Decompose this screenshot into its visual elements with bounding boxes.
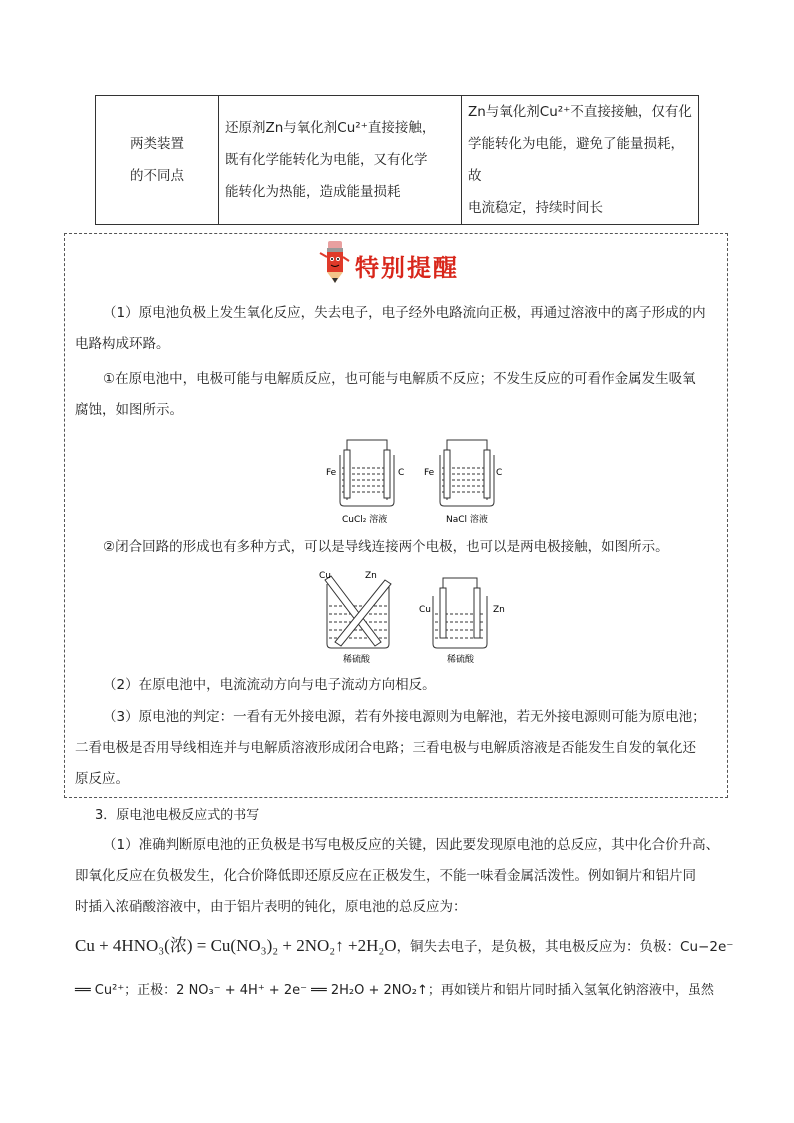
text-line: （1）准确判断原电池的正负极是书写电极反应的关键，因此要发现原电池的总反应，其中化合价升高、	[103, 837, 720, 853]
cell-line: Zn与氧化剂Cu²⁺不直接接触，仅有化	[468, 104, 692, 120]
fig2-left-solution: 稀硫酸	[343, 655, 371, 665]
cell-crossed-electrodes	[325, 576, 391, 648]
row-label-line: 两类装置	[130, 136, 184, 152]
comparison-table	[95, 95, 699, 225]
figure-cu-zn-cells	[315, 566, 515, 666]
reminder-paragraph-4	[75, 670, 720, 701]
fig2-right-electrode-right: Zn	[493, 605, 505, 615]
text-line: （3）原电池的判定：一看有无外接电源，若有外接电源则为电解池，若无外接电源则可能为原电池；	[103, 709, 706, 725]
cell-line: 既有化学能转化为电能，又有化学	[225, 152, 428, 168]
equation-line	[75, 930, 734, 963]
fig2-left-electrode-left: Cu	[319, 571, 331, 581]
total-reaction-equation: Cu + 4HNO₃(浓) = Cu(NO₃)₂ + 2NO₂↑ +2H₂O	[75, 936, 397, 955]
reminder-paragraph-2	[75, 364, 720, 426]
fig1-left-solution: CuCl₂ 溶液	[342, 515, 388, 525]
fig1-left-electrode-right: C	[398, 468, 405, 478]
text-line: ②闭合回路的形成也有多种方式，可以是导线连接两个电极，也可以是两电极接触，如图所示。	[103, 539, 669, 555]
reminder-paragraph-5	[75, 702, 720, 795]
text-line: 时插入浓硝酸溶液中，由于铝片表明的钝化，原电池的总反应为：	[75, 899, 467, 915]
cell-wired-electrodes	[433, 578, 487, 648]
text-line: （1）原电池负极上发生氧化反应，失去电子，电子经外电路流向正极，再通过溶液中的离子形成的内	[103, 305, 706, 321]
row-label-cell	[96, 96, 219, 225]
text-line: （2）在原电池中，电流流动方向与电子流动方向相反。	[103, 677, 436, 693]
reminder-paragraph-3	[75, 532, 720, 563]
section-paragraph-1	[75, 830, 720, 923]
heading-text: 3．原电池电极反应式的书写	[95, 808, 260, 823]
cell-line: 电流稳定，持续时间长	[468, 200, 603, 216]
text-line: 即氧化反应在负极发生，化合价降低即还原反应在正极发生，不能一味看金属活泼性。例如铜片和铝片同	[75, 868, 696, 884]
table-row	[96, 96, 699, 225]
reminder-title: 特别提醒	[355, 253, 459, 282]
text-line: 电路构成环路。	[75, 336, 170, 352]
text-line: 腐蚀，如图所示。	[75, 402, 183, 418]
equation-tail: ，铜失去电子，是负极，其电极反应为：负极：Cu−2e⁻	[396, 939, 734, 955]
cell-nacl	[440, 440, 494, 506]
text-line: ①在原电池中，电极可能与电解质反应，也可能与电解质不反应；不发生反应的可看作金属发生吸氧	[103, 371, 696, 387]
text-line: 二看电极是否用导线相连并与电解质溶液形成闭合电路；三看电极与电解质溶液是否能发生自发的氧化还	[75, 740, 696, 756]
fig2-left-electrode-right: Zn	[365, 571, 377, 581]
reminder-paragraph-1	[75, 298, 720, 360]
text-line: ══ Cu²⁺；正极：2 NO₃⁻ + 4H⁺ + 2e⁻ ══ 2H₂O + 2NO₂↑；再如镁片和铝片同时插入氢氧化钠溶液中，虽然	[75, 983, 714, 998]
pencil-mascot-icon	[318, 239, 350, 285]
col2-cell	[219, 96, 462, 225]
figure-fe-c-cells	[320, 430, 503, 528]
fig1-left-electrode-left: Fe	[326, 468, 337, 478]
text-line: 原反应。	[75, 771, 129, 787]
section-heading	[75, 800, 720, 831]
electrode-reaction-line	[75, 975, 720, 1006]
col3-cell	[462, 96, 699, 225]
fig1-right-electrode-right: C	[496, 468, 503, 478]
cell-line: 还原剂Zn与氧化剂Cu²⁺直接接触，	[225, 120, 436, 136]
fig2-right-solution: 稀硫酸	[447, 655, 475, 665]
row-label-line: 的不同点	[130, 168, 184, 184]
cell-line: 学能转化为电能，避免了能量损耗，故	[468, 136, 684, 184]
cell-cucl2	[340, 440, 394, 506]
fig1-right-solution: NaCl 溶液	[446, 515, 488, 525]
fig1-right-electrode-left: Fe	[424, 468, 435, 478]
fig2-right-electrode-left: Cu	[419, 605, 431, 615]
cell-line: 能转化为热能，造成能量损耗	[225, 184, 401, 200]
